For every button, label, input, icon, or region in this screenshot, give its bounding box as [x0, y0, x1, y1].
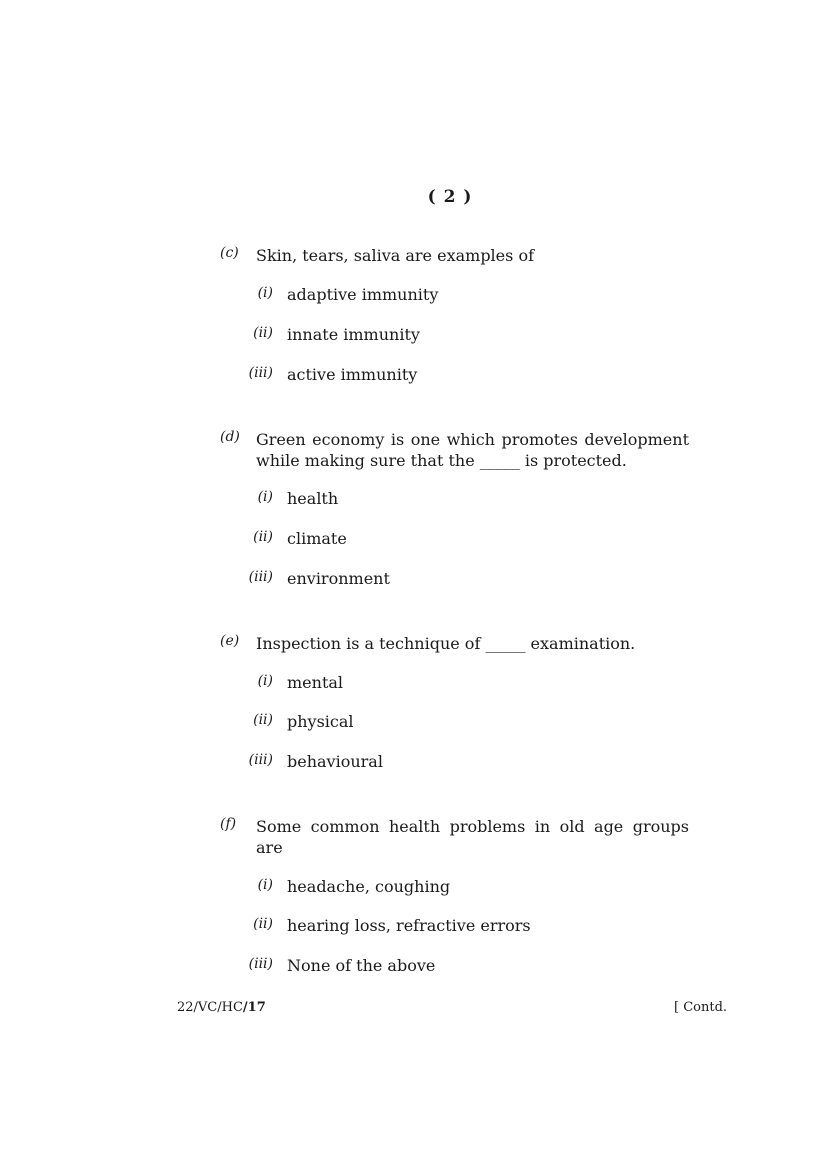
option-text: health — [287, 489, 339, 508]
paper-code — [177, 1000, 266, 1015]
option-label: (iii) — [248, 956, 273, 972]
option-label: (i) — [257, 489, 273, 505]
option-label: (iii) — [248, 752, 273, 768]
option-text: mental — [287, 673, 344, 692]
page-number: ( 2 ) — [427, 187, 473, 207]
question-label: (f) — [220, 816, 237, 832]
option-text: active immunity — [287, 365, 418, 384]
paper-code-prefix: 22/VC/HC — [177, 1000, 243, 1015]
option-label: (ii) — [253, 529, 273, 545]
continued-note: [ Contd. — [674, 1000, 728, 1015]
option-text: environment — [287, 569, 390, 588]
option-text: hearing loss, refractive errors — [287, 916, 531, 935]
question-text: Some common health problems in old age groups are — [256, 817, 689, 857]
option-label: (i) — [257, 285, 273, 301]
option-label: (iii) — [248, 365, 273, 381]
question-text: Inspection is a technique of _____ examination. — [256, 634, 636, 653]
question-label: (d) — [220, 429, 240, 445]
question-label: (e) — [220, 633, 240, 649]
option-label: (iii) — [248, 569, 273, 585]
option-text: adaptive immunity — [287, 285, 439, 304]
option-text: None of the above — [287, 956, 436, 975]
option-label: (i) — [257, 673, 273, 689]
option-text: innate immunity — [287, 325, 420, 344]
question-text: Green economy is one which promotes development while making sure that the _____ is protected. — [256, 430, 689, 470]
option-text: climate — [287, 529, 347, 548]
option-label: (ii) — [253, 712, 273, 728]
paper-code-suffix: /17 — [242, 1000, 266, 1015]
question-text: Skin, tears, saliva are examples of — [256, 246, 534, 265]
option-label: (ii) — [253, 325, 273, 341]
option-label: (ii) — [253, 916, 273, 932]
option-text: headache, coughing — [287, 877, 451, 896]
option-text: physical — [287, 712, 354, 731]
option-text: behavioural — [287, 752, 383, 771]
question-label: (c) — [220, 245, 239, 261]
option-label: (i) — [257, 877, 273, 893]
